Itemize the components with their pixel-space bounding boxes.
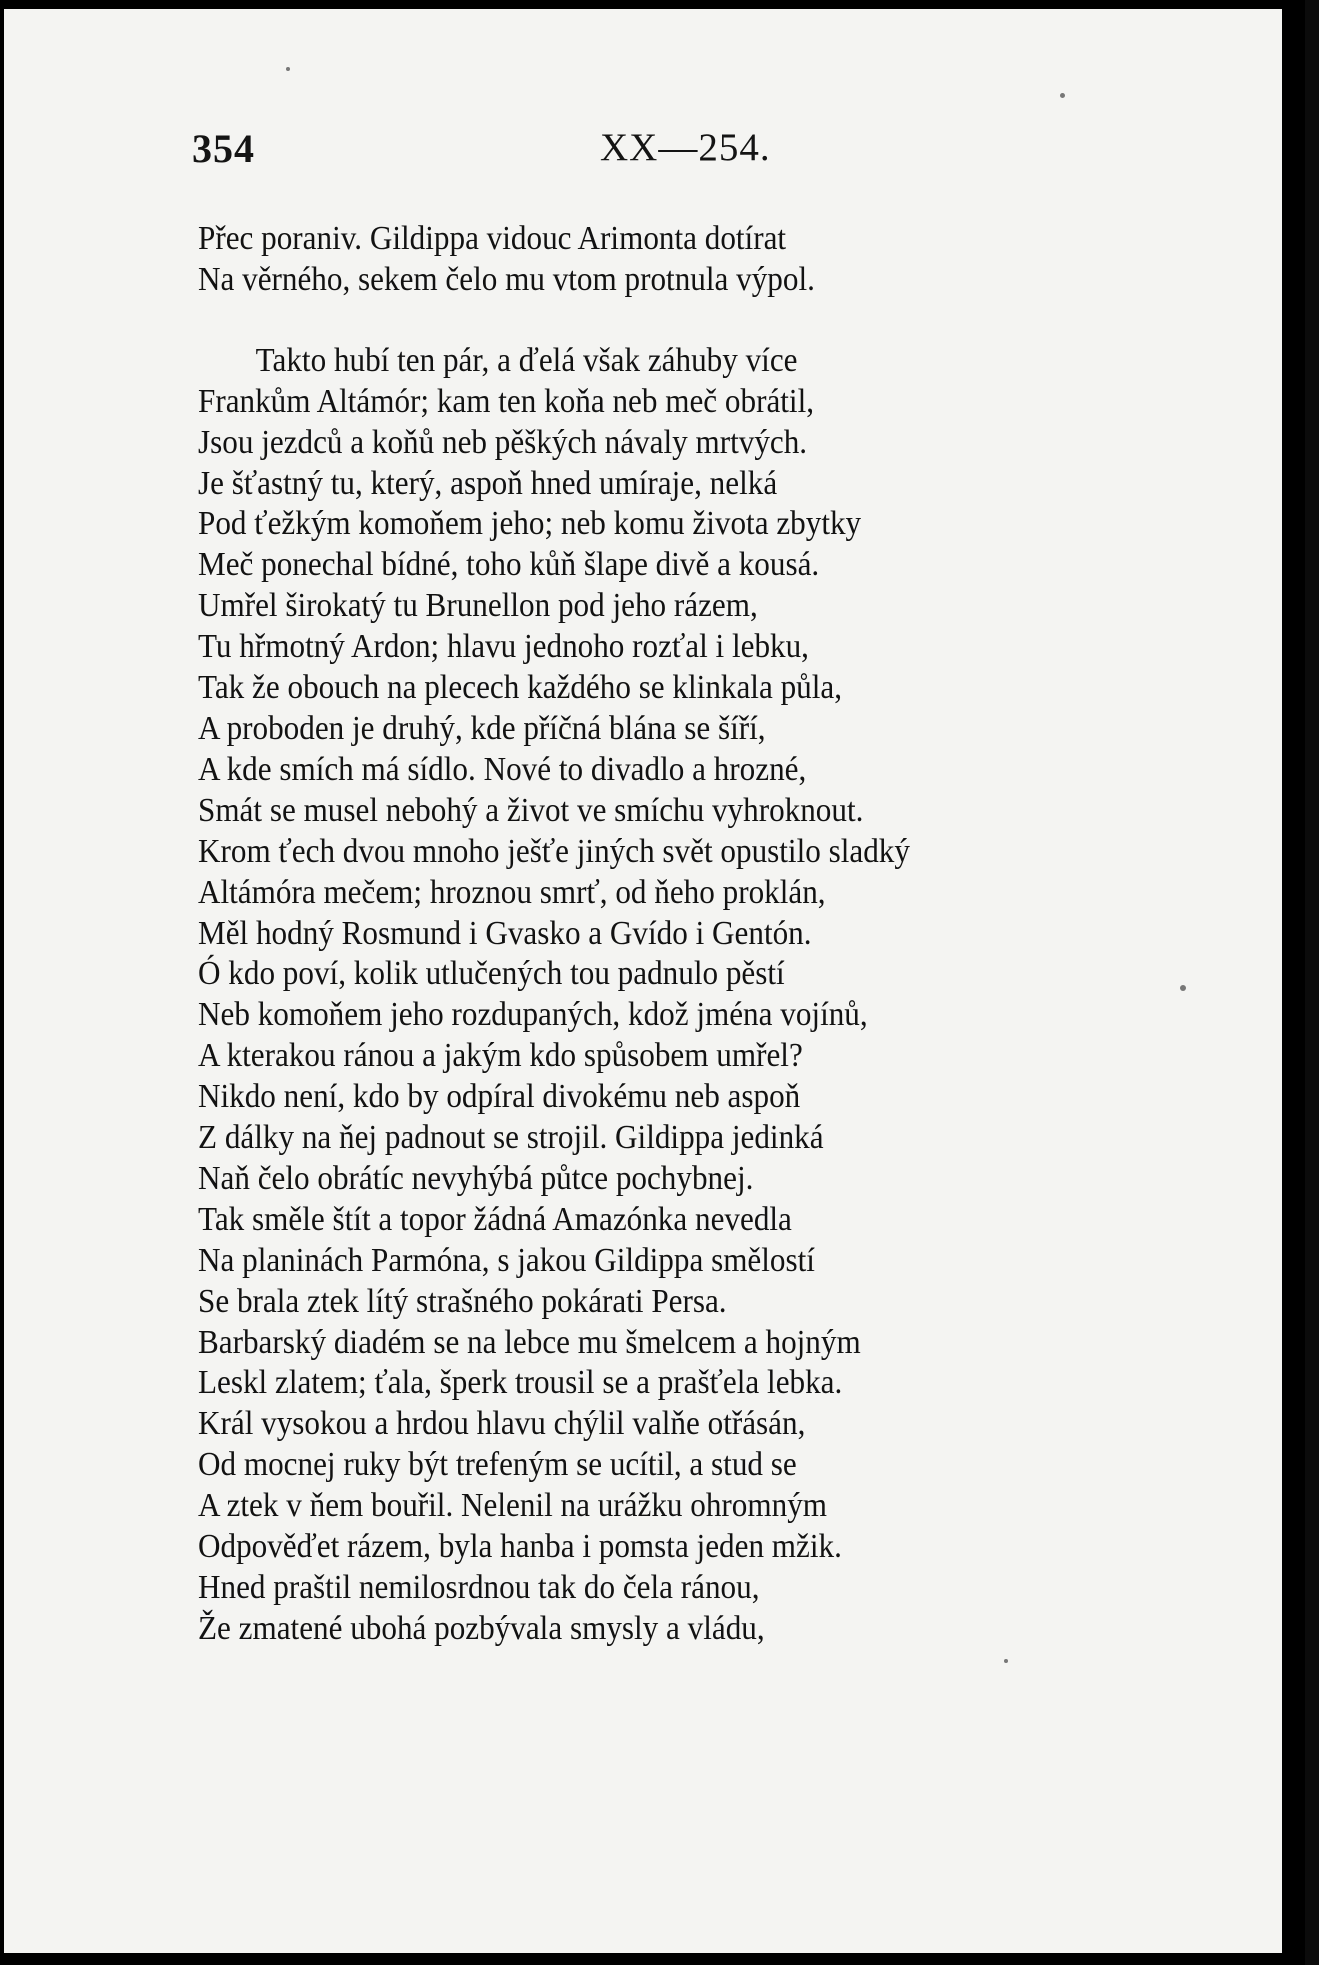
verse-line: Tu hřmotný Ardon; hlavu jednoho rozťal i lebku, [198,628,809,666]
verse-line: Hned praštil nemilosrdnou tak do čela ránou, [198,1569,760,1606]
paper-speck [1180,985,1186,991]
verse-line: Měl hodný Rosmund i Gvasko a Gvído i Gentón. [198,914,812,952]
verse-line: Přec poraniv. Gildippa vidouc Arimonta dotírat [198,220,787,257]
stanza [198,219,1128,301]
page-header [192,125,792,175]
paper-speck [1004,1659,1008,1663]
verse-line: Nikdo není, kdo by odpíral divokému neb aspoň [198,1078,801,1116]
stanza [198,341,1128,1650]
verse-line: Od mocnej ruky být trefeným se ucítil, a stud se [198,1446,797,1484]
verse-line: Naň čelo obrátíc nevyhýbá půtce pochybnej. [198,1159,754,1197]
verse-line: Z dálky na ňej padnout se strojil. Gildippa jedinká [198,1119,824,1157]
verse-line: Barbarský diadém se na lebce mu šmelcem a hojným [198,1323,861,1361]
verse-line: Pod ťežkým komoňem jeho; neb komu života zbytky [198,505,862,543]
running-head: XX—254. [600,126,771,169]
paper-speck [1060,93,1065,98]
verse-line: Se brala ztek lítý strašného pokárati Persa. [198,1282,727,1320]
verse-line: Meč ponechal bídné, toho kůň šlape divě a kousá. [198,546,820,584]
verse-line: Že zmatené ubohá pozbývala smysly a vládu, [198,1609,765,1647]
verse-line: Altámóra mečem; hroznou smrť, od ňeho proklán, [198,873,826,911]
verse-line: Neb komoňem jeho rozdupaných, kdož jména vojínů, [198,996,868,1034]
verse-line: Je šťastný tu, který, aspoň hned umíraje, nelká [198,464,778,502]
verse-line: Umřel širokatý tu Brunellon pod jeho rázem, [198,587,758,625]
scan-border [1305,0,1319,1965]
verse-body [198,219,1128,1650]
verse-line: Ó kdo poví, kolik utlučených tou padnulo pěstí [198,955,785,993]
page-number: 354 [192,126,255,171]
verse-line: Odpověďet rázem, byla hanba i pomsta jeden mžik. [198,1528,842,1566]
verse-line: Tak směle štít a topor žádná Amazónka nevedla [198,1200,792,1238]
verse-line: Frankům Altámór; kam ten koňa neb meč obrátil, [198,382,815,420]
verse-line: Krom ťech dvou mnoho ješťe jiných svět opustilo sladký [198,832,910,870]
book-page [4,9,1282,1953]
verse-line: A kde smích má sídlo. Nové to divadlo a hrozné, [198,750,807,788]
verse-line: Král vysokou a hrdou hlavu chýlil valňe otřásán, [198,1405,806,1443]
verse-line: A ztek v ňem bouřil. Nelenil na urážku ohromným [198,1487,828,1525]
verse-line: A proboden je druhý, kde příčná blána se šíří, [198,709,766,747]
verse-line: Smát se musel nebohý a život ve smíchu vyhroknout. [198,791,864,829]
paper-speck [286,67,290,71]
verse-line: Tak že obouch na plecech každého se klinkala půla, [198,669,843,707]
verse-line: Leskl zlatem; ťala, šperk trousil se a prašťela lebka. [198,1364,843,1402]
verse-line: Takto hubí ten pár, a ďelá však záhuby více [255,341,798,379]
verse-line: Na věrného, sekem čelo mu vtom protnula výpol. [198,260,815,298]
verse-line: A kterakou ránou a jakým kdo spůsobem umřel? [198,1037,803,1075]
verse-line: Jsou jezdců a koňů neb pěškých návaly mrtvých. [198,423,808,461]
verse-line: Na planinách Parmóna, s jakou Gildippa smělostí [198,1241,815,1279]
